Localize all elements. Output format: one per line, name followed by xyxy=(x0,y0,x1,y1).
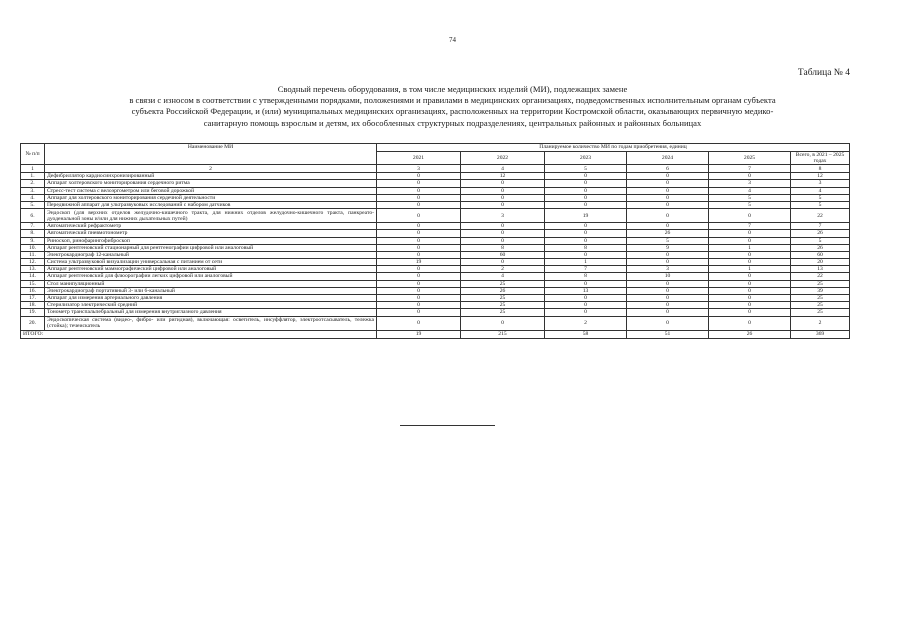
row-total-cell: 25 xyxy=(791,280,850,287)
year-quantity-cell: 0 xyxy=(545,223,627,230)
year-quantity-cell: 0 xyxy=(627,173,709,180)
equipment-name: Аппарат для холтеровского мониторирования сердечной деятельности xyxy=(45,194,377,201)
row-total-cell: 26 xyxy=(791,230,850,237)
year-quantity-cell: 0 xyxy=(709,316,791,330)
column-index: 5 xyxy=(545,165,627,173)
row-number: 10. xyxy=(21,244,45,251)
row-number: 8. xyxy=(21,230,45,237)
year-quantity-cell: 0 xyxy=(461,201,545,208)
table-body xyxy=(21,173,850,330)
table-row xyxy=(21,266,850,273)
year-quantity-cell: 0 xyxy=(377,244,461,251)
year-quantity-cell: 0 xyxy=(461,180,545,187)
year-quantity-cell: 3 xyxy=(627,266,709,273)
table-row xyxy=(21,251,850,258)
row-total-cell: 5 xyxy=(791,237,850,244)
row-number: 7. xyxy=(21,223,45,230)
year-quantity-cell: 0 xyxy=(709,209,791,223)
year-quantity-cell: 0 xyxy=(461,316,545,330)
equipment-name: Стол манипуляционный xyxy=(45,280,377,287)
row-total-cell: 22 xyxy=(791,273,850,280)
header-year: 2024 xyxy=(627,152,709,165)
year-quantity-cell: 19 xyxy=(545,209,627,223)
total-cell: 215 xyxy=(461,330,545,338)
table-row xyxy=(21,273,850,280)
row-total-cell: 3 xyxy=(791,180,850,187)
total-cell: 19 xyxy=(377,330,461,338)
total-cell: 26 xyxy=(709,330,791,338)
separator-line xyxy=(400,425,495,426)
year-quantity-cell: 0 xyxy=(545,230,627,237)
row-number: 14. xyxy=(21,273,45,280)
row-total-cell: 39 xyxy=(791,287,850,294)
row-number: 18. xyxy=(21,302,45,309)
row-number: 6. xyxy=(21,209,45,223)
year-quantity-cell: 26 xyxy=(627,230,709,237)
year-quantity-cell: 0 xyxy=(709,237,791,244)
row-total-cell: 20 xyxy=(791,259,850,266)
year-quantity-cell: 0 xyxy=(377,230,461,237)
title-line: Сводный перечень оборудования, в том числе медицинских изделий (МИ), подлежащих замене xyxy=(277,84,628,94)
year-quantity-cell: 0 xyxy=(545,194,627,201)
year-quantity-cell: 7 xyxy=(545,266,627,273)
header-year: 2025 xyxy=(709,152,791,165)
year-quantity-cell: 0 xyxy=(627,280,709,287)
equipment-table xyxy=(20,143,850,339)
column-index-row xyxy=(21,165,850,173)
year-quantity-cell: 2 xyxy=(461,266,545,273)
column-index: 3 xyxy=(377,165,461,173)
equipment-name: Тонометр транспальпебральный для измерения внутриглазного давления xyxy=(45,309,377,316)
row-total-cell: 5 xyxy=(791,194,850,201)
title-line: санитарную помощь взрослым и детям, их обособленных структурных подразделениях, центральных районных и районных больницах xyxy=(203,117,702,128)
year-quantity-cell: 0 xyxy=(627,251,709,258)
year-quantity-cell: 0 xyxy=(377,237,461,244)
year-quantity-cell: 0 xyxy=(545,280,627,287)
row-number: 2. xyxy=(21,180,45,187)
year-quantity-cell: 0 xyxy=(377,251,461,258)
year-quantity-cell: 0 xyxy=(709,295,791,302)
row-number: 16. xyxy=(21,287,45,294)
year-quantity-cell: 0 xyxy=(709,287,791,294)
year-quantity-cell: 0 xyxy=(377,266,461,273)
equipment-name: Дефибриллятор кардиосинхронизированный xyxy=(45,173,377,180)
table-row xyxy=(21,287,850,294)
year-quantity-cell: 0 xyxy=(545,309,627,316)
year-quantity-cell: 0 xyxy=(461,223,545,230)
year-quantity-cell: 0 xyxy=(709,309,791,316)
row-number: 11. xyxy=(21,251,45,258)
year-quantity-cell: 0 xyxy=(627,194,709,201)
row-number: 19. xyxy=(21,309,45,316)
table-row xyxy=(21,302,850,309)
year-quantity-cell: 13 xyxy=(545,287,627,294)
year-quantity-cell: 0 xyxy=(627,209,709,223)
table-row xyxy=(21,173,850,180)
year-quantity-cell: 0 xyxy=(627,201,709,208)
year-quantity-cell: 8 xyxy=(545,244,627,251)
row-total-cell: 60 xyxy=(791,251,850,258)
table-row xyxy=(21,316,850,330)
year-quantity-cell: 0 xyxy=(545,251,627,258)
year-quantity-cell: 4 xyxy=(709,187,791,194)
year-quantity-cell: 0 xyxy=(627,259,709,266)
equipment-name: Электрокардиограф портативный 3- или 6-канальный xyxy=(45,287,377,294)
year-quantity-cell: 0 xyxy=(461,187,545,194)
year-quantity-cell: 0 xyxy=(627,287,709,294)
column-index: 4 xyxy=(461,165,545,173)
total-label: ИТОГО: xyxy=(21,330,377,338)
year-quantity-cell: 0 xyxy=(545,201,627,208)
year-quantity-cell: 8 xyxy=(545,273,627,280)
year-quantity-cell: 5 xyxy=(627,237,709,244)
header-year: 2021 xyxy=(377,152,461,165)
year-quantity-cell: 1 xyxy=(709,244,791,251)
year-quantity-cell: 25 xyxy=(461,309,545,316)
row-number: 15. xyxy=(21,280,45,287)
equipment-name: Эндоскоп (для верхних отделов желудочно-кишечного тракта, для нижних отделов желудочно-кишечного тракта, панкреато-дуоденальной зоны и/или для нижних дыхательных путей) xyxy=(45,209,377,223)
column-index: 2 xyxy=(45,165,377,173)
row-total-cell: 5 xyxy=(791,201,850,208)
table-row xyxy=(21,244,850,251)
year-quantity-cell: 0 xyxy=(709,230,791,237)
year-quantity-cell: 0 xyxy=(627,187,709,194)
page-number: 74 xyxy=(449,36,456,44)
year-quantity-cell: 0 xyxy=(627,302,709,309)
year-quantity-cell: 0 xyxy=(545,295,627,302)
row-total-cell: 26 xyxy=(791,244,850,251)
row-number: 13. xyxy=(21,266,45,273)
row-total-cell: 12 xyxy=(791,173,850,180)
year-quantity-cell: 25 xyxy=(461,302,545,309)
year-quantity-cell: 0 xyxy=(627,180,709,187)
equipment-name: Аппарат рентгеновский маммографический цифровой или аналоговый xyxy=(45,266,377,273)
row-number: 9. xyxy=(21,237,45,244)
equipment-name: Передвижной аппарат для ультразвуковых исследований с набором датчиков xyxy=(45,201,377,208)
row-total-cell: 13 xyxy=(791,266,850,273)
year-quantity-cell: 60 xyxy=(461,251,545,258)
year-quantity-cell: 26 xyxy=(461,287,545,294)
column-index: 8 xyxy=(791,165,850,173)
row-number: 12. xyxy=(21,259,45,266)
year-quantity-cell: 1 xyxy=(709,266,791,273)
year-quantity-cell: 0 xyxy=(461,237,545,244)
row-number: 3. xyxy=(21,187,45,194)
year-quantity-cell: 0 xyxy=(377,309,461,316)
table-row xyxy=(21,209,850,223)
equipment-name: Аппарат для измерения артериального давления xyxy=(45,295,377,302)
row-number: 5. xyxy=(21,201,45,208)
row-total-cell: 25 xyxy=(791,309,850,316)
year-quantity-cell: 0 xyxy=(377,316,461,330)
title-line: субъекта Российской Федерации, и (или) муниципальных медицинских организациях, расположенных на территории Костромской области, оказывающих первичную медико- xyxy=(131,106,774,117)
total-cell: 369 xyxy=(791,330,850,338)
year-quantity-cell: 0 xyxy=(709,280,791,287)
year-quantity-cell: 0 xyxy=(709,259,791,266)
year-quantity-cell: 0 xyxy=(627,223,709,230)
year-quantity-cell: 8 xyxy=(461,244,545,251)
total-cell: 58 xyxy=(545,330,627,338)
equipment-name: Риноскоп, ринофарингофиброскоп xyxy=(45,237,377,244)
equipment-name: Автоматический пневмотонометр xyxy=(45,230,377,237)
row-total-cell: 2 xyxy=(791,316,850,330)
title-line: в связи с износом в соответствии с утвержденными порядками, положениями и правилами в медицинских организациях, подведомственных исполнительным органам субъекта xyxy=(129,95,776,106)
year-quantity-cell: 0 xyxy=(461,194,545,201)
equipment-name: Аппарат рентгеновский стационарный для рентгенографии цифровой или аналоговый xyxy=(45,244,377,251)
year-quantity-cell: 0 xyxy=(461,259,545,266)
year-quantity-cell: 0 xyxy=(377,273,461,280)
year-quantity-cell: 0 xyxy=(377,180,461,187)
year-quantity-cell: 7 xyxy=(709,223,791,230)
year-quantity-cell: 4 xyxy=(461,273,545,280)
year-quantity-cell: 9 xyxy=(627,244,709,251)
header-total: Всего, в 2021 – 2025 годах xyxy=(791,152,850,165)
year-quantity-cell: 0 xyxy=(709,273,791,280)
header-number: № п/п xyxy=(21,144,45,165)
row-total-cell: 25 xyxy=(791,295,850,302)
year-quantity-cell: 0 xyxy=(377,280,461,287)
year-quantity-cell: 19 xyxy=(377,259,461,266)
document-title xyxy=(20,84,885,129)
year-quantity-cell: 1 xyxy=(545,259,627,266)
year-quantity-cell: 0 xyxy=(709,173,791,180)
year-quantity-cell: 2 xyxy=(545,316,627,330)
total-cell: 51 xyxy=(627,330,709,338)
equipment-name: Стерилизатор электрический средний xyxy=(45,302,377,309)
year-quantity-cell: 0 xyxy=(627,316,709,330)
year-quantity-cell: 25 xyxy=(461,280,545,287)
column-index: 1 xyxy=(21,165,45,173)
year-quantity-cell: 3 xyxy=(461,209,545,223)
year-quantity-cell: 0 xyxy=(461,230,545,237)
year-quantity-cell: 12 xyxy=(461,173,545,180)
year-quantity-cell: 0 xyxy=(377,187,461,194)
table-row xyxy=(21,309,850,316)
year-quantity-cell: 0 xyxy=(545,237,627,244)
column-index: 6 xyxy=(627,165,709,173)
table-row xyxy=(21,237,850,244)
year-quantity-cell: 0 xyxy=(377,201,461,208)
year-quantity-cell: 0 xyxy=(377,173,461,180)
year-quantity-cell: 0 xyxy=(377,209,461,223)
equipment-name: Электрокардиограф 12-канальный xyxy=(45,251,377,258)
year-quantity-cell: 0 xyxy=(377,223,461,230)
year-quantity-cell: 0 xyxy=(545,173,627,180)
year-quantity-cell: 0 xyxy=(545,187,627,194)
table-row xyxy=(21,295,850,302)
row-total-cell: 4 xyxy=(791,187,850,194)
header-name: Наименование МИ xyxy=(45,144,377,165)
equipment-name: Автоматический рефрактометр xyxy=(45,223,377,230)
year-quantity-cell: 0 xyxy=(627,309,709,316)
table-label: Таблица № 4 xyxy=(797,68,850,78)
equipment-name: Аппарат рентгеновский для флюорографии легких цифровой или аналоговый xyxy=(45,273,377,280)
header-planned: Планируемое количество МИ по годам приобретения, единиц xyxy=(377,144,850,152)
table-row xyxy=(21,194,850,201)
year-quantity-cell: 3 xyxy=(709,180,791,187)
row-number: 1. xyxy=(21,173,45,180)
table-row xyxy=(21,180,850,187)
equipment-name: Эндоскопическая система (видео-, фибро- или ригидная), включающая: осветитель, инсуффлятор, электроотсасыватель, тележка (стойка); течеискатель xyxy=(45,316,377,330)
equipment-name: Аппарат холтеровского мониторирования сердечного ритма xyxy=(45,180,377,187)
header-year: 2023 xyxy=(545,152,627,165)
year-quantity-cell: 0 xyxy=(627,295,709,302)
table-row xyxy=(21,230,850,237)
year-quantity-cell: 25 xyxy=(461,295,545,302)
column-index: 7 xyxy=(709,165,791,173)
row-total-cell: 22 xyxy=(791,209,850,223)
year-quantity-cell: 0 xyxy=(377,194,461,201)
year-quantity-cell: 0 xyxy=(377,287,461,294)
table-row xyxy=(21,223,850,230)
equipment-name: Стресс-тест система с велоэргометром или беговой дорожкой xyxy=(45,187,377,194)
equipment-name: Система ультразвуковой визуализации универсальная с питанием от сети xyxy=(45,259,377,266)
year-quantity-cell: 5 xyxy=(709,201,791,208)
table-row xyxy=(21,201,850,208)
year-quantity-cell: 5 xyxy=(709,194,791,201)
year-quantity-cell: 0 xyxy=(709,251,791,258)
table-row xyxy=(21,187,850,194)
row-number: 4. xyxy=(21,194,45,201)
total-row xyxy=(21,330,850,338)
row-number: 17. xyxy=(21,295,45,302)
table-row xyxy=(21,259,850,266)
row-total-cell: 25 xyxy=(791,302,850,309)
year-quantity-cell: 0 xyxy=(377,302,461,309)
year-quantity-cell: 0 xyxy=(545,302,627,309)
year-quantity-cell: 0 xyxy=(709,302,791,309)
year-quantity-cell: 10 xyxy=(627,273,709,280)
row-total-cell: 7 xyxy=(791,223,850,230)
row-number: 20. xyxy=(21,316,45,330)
table-row xyxy=(21,280,850,287)
year-quantity-cell: 0 xyxy=(377,295,461,302)
header-year: 2022 xyxy=(461,152,545,165)
year-quantity-cell: 0 xyxy=(545,180,627,187)
